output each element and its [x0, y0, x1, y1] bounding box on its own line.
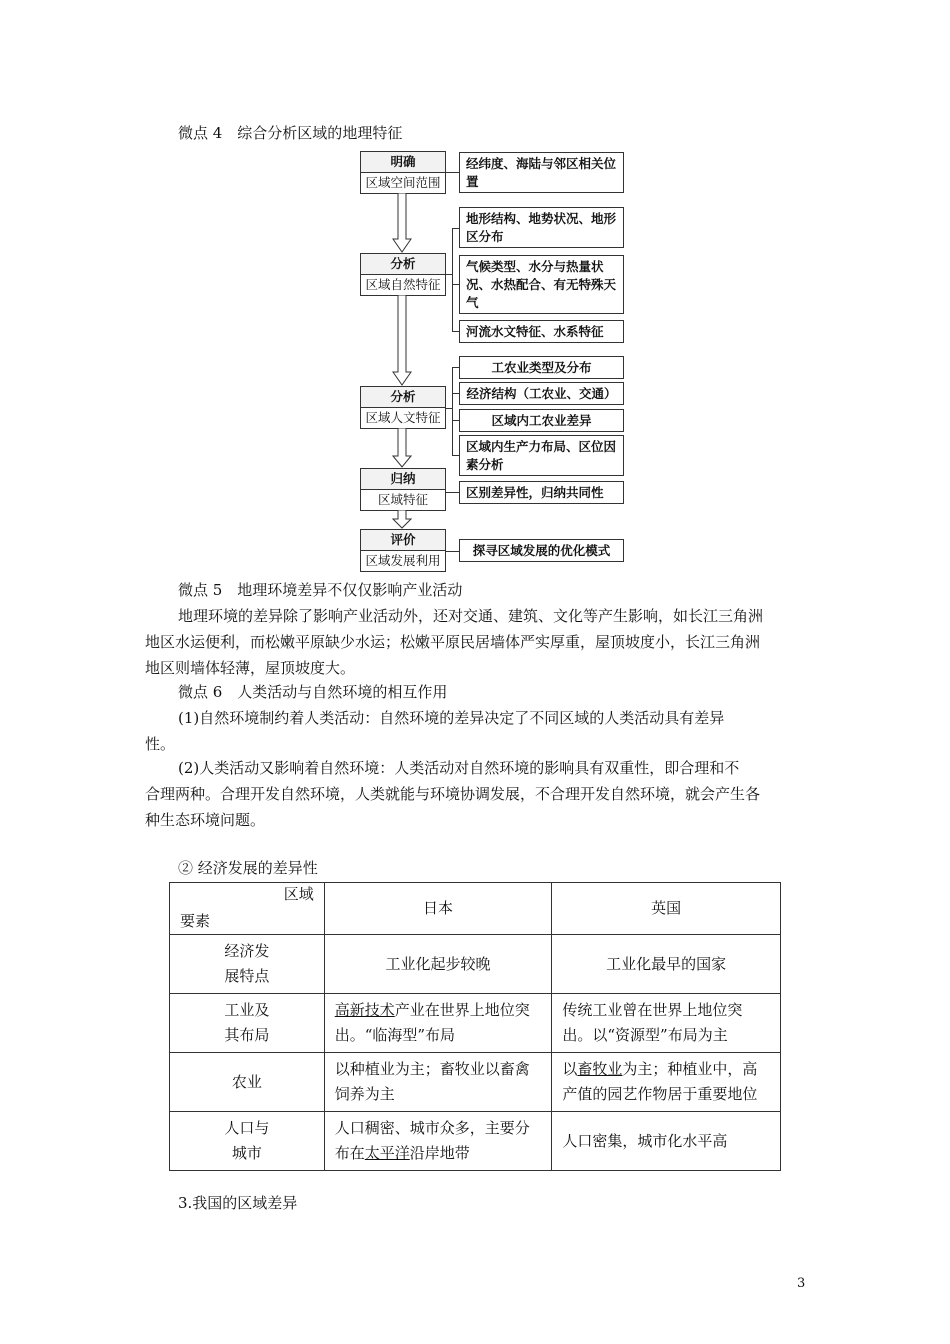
flow-detail-terrain: 地形结构、地势状况、地形区分布 — [459, 207, 624, 248]
row-label-agriculture: 农业 — [170, 1053, 325, 1112]
page-number: 3 — [797, 1276, 806, 1291]
uk-population: 人口密集，城市化水平高 — [552, 1112, 781, 1171]
table-row — [170, 1112, 781, 1171]
japan-population: 人口稠密、城市众多，主要分布在太平洋沿岸地带 — [324, 1112, 552, 1171]
table-row — [170, 1053, 781, 1112]
section-6-point-2-line-3: 种生态环境问题。 — [145, 811, 266, 829]
section-5-title: 微点 5 地理环境差异不仅仅影响产业活动 — [178, 581, 463, 599]
down-arrow-icon — [392, 428, 412, 468]
header-corner-cell: 区域 要素 — [170, 883, 325, 935]
flow-detail-summary: 区别差异性，归纳共同性 — [459, 481, 624, 504]
flow-box-natural: 分析 区域自然特征 — [360, 253, 446, 296]
flow-box-human: 分析 区域人文特征 — [360, 386, 446, 429]
down-arrow-icon — [392, 295, 412, 386]
table-row — [170, 935, 781, 994]
flow-box-summary: 归纳 区域特征 — [360, 468, 446, 511]
section-6-point-1-line-2: 性。 — [145, 735, 176, 753]
econ-table-title: ② 经济发展的差异性 — [178, 859, 318, 877]
flow-detail-economic-structure: 经济结构（工农业、交通） — [459, 382, 624, 405]
section-6-point-1-line-1: (1)自然环境制约着人类活动：自然环境的差异决定了不同区域的人类活动具有差异 — [178, 709, 725, 727]
uk-agriculture: 以畜牧业为主；种植业中，高产值的园艺作物居于重要地位 — [552, 1053, 781, 1112]
econ-comparison-table — [169, 882, 781, 1171]
section-5-text-line-1: 地理环境的差异除了影响产业活动外，还对交通、建筑、文化等产生影响，如长江三角洲 — [178, 607, 764, 625]
flow-detail-hydrology: 河流水文特征、水系特征 — [459, 320, 624, 343]
section-3-title: 3.我国的区域差异 — [178, 1194, 298, 1212]
down-arrow-icon — [392, 193, 412, 253]
flow-detail-location: 经纬度、海陆与邻区相关位置 — [459, 152, 624, 193]
header-uk: 英国 — [552, 883, 781, 935]
header-japan: 日本 — [324, 883, 552, 935]
flow-detail-climate: 气候类型、水分与热量状况、水热配合、有无特殊天气 — [459, 255, 624, 314]
section-5-text-line-2: 地区水运便利，而松嫩平原缺少水运；松嫩平原民居墙体严实厚重，屋顶坡度小，长江三角洲 — [145, 633, 761, 651]
flow-detail-industry-types: 工农业类型及分布 — [459, 356, 624, 379]
flow-box-define: 明确 区域空间范围 — [360, 151, 446, 194]
flow-detail-productivity-layout: 区域内生产力布局、区位因素分析 — [459, 435, 624, 476]
japan-agriculture: 以种植业为主；畜牧业以畜禽饲养为主 — [324, 1053, 552, 1112]
uk-industry: 传统工业曾在世界上地位突出。以“资源型”布局为主 — [552, 994, 781, 1053]
row-label-population: 人口与 城市 — [170, 1112, 325, 1171]
section-6-point-2-line-1: (2)人类活动又影响着自然环境：人类活动对自然环境的影响具有双重性，即合理和不 — [178, 759, 740, 777]
japan-industry: 高新技术产业在世界上地位突出。“临海型”布局 — [324, 994, 552, 1053]
flow-detail-optimization: 探寻区域发展的优化模式 — [459, 539, 624, 562]
down-arrow-icon — [392, 510, 412, 529]
uk-economic-features: 工业化最早的国家 — [552, 935, 781, 994]
flow-detail-internal-differences: 区域内工农业差异 — [459, 409, 624, 432]
row-label-industry: 工业及 其布局 — [170, 994, 325, 1053]
section-4-title: 微点 4 综合分析区域的地理特征 — [178, 124, 403, 142]
section-6-title: 微点 6 人类活动与自然环境的相互作用 — [178, 683, 448, 701]
flow-box-evaluate: 评价 区域发展利用 — [360, 529, 446, 572]
table-row — [170, 994, 781, 1053]
japan-economic-features: 工业化起步较晚 — [324, 935, 552, 994]
table-row — [170, 883, 781, 935]
section-5-text-line-3: 地区则墙体轻薄，屋顶坡度大。 — [145, 659, 356, 677]
section-6-point-2-line-2: 合理两种。合理开发自然环境，人类就能与环境协调发展，不合理开发自然环境，就会产生各 — [145, 785, 761, 803]
row-label-economic-features: 经济发 展特点 — [170, 935, 325, 994]
